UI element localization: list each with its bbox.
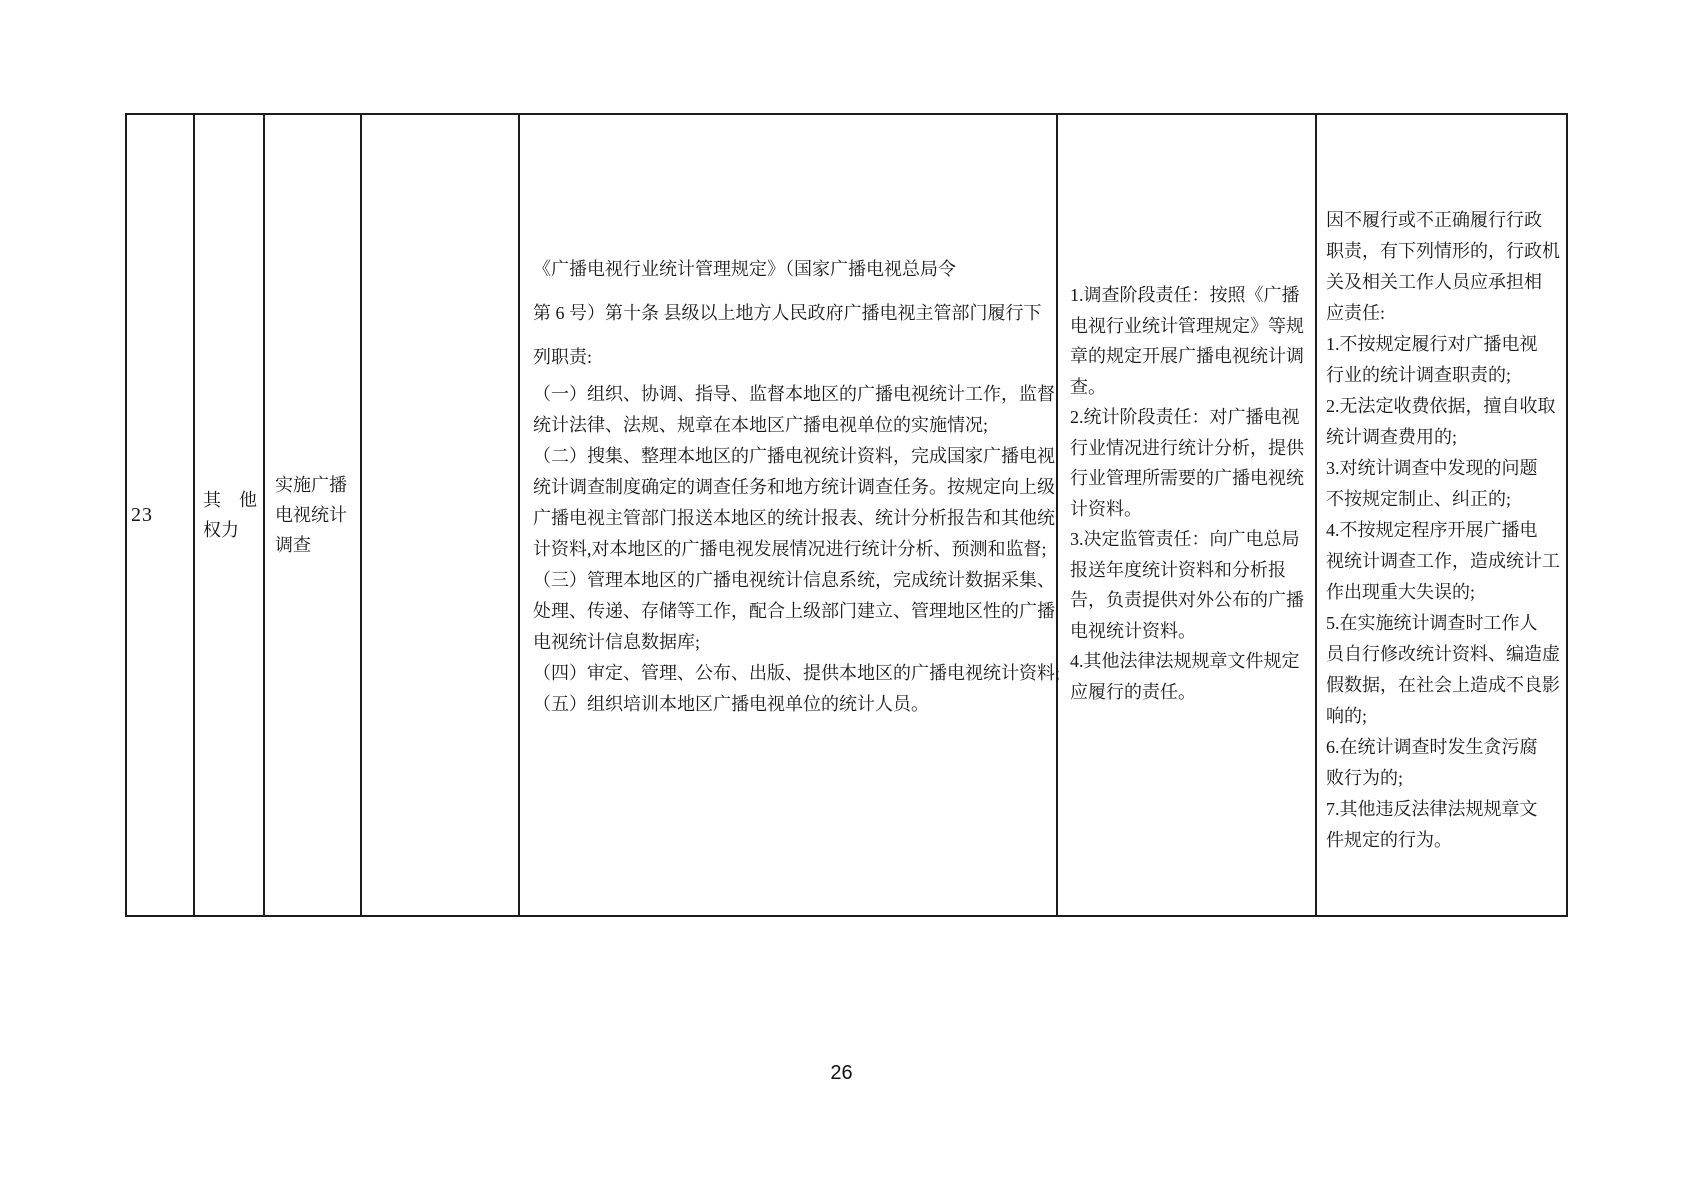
text-line: 应责任:: [1326, 303, 1386, 323]
power-responsibility-table: [125, 113, 1568, 917]
text-line: 行业管理所需要的广播电视统: [1070, 468, 1304, 488]
text-line: 统计调查费用的;: [1326, 427, 1458, 447]
text-line: 7.其他违反法律法规规章文: [1326, 799, 1538, 819]
text-line: 调查: [275, 535, 311, 555]
text-line: 统计调查制度确定的调查任务和地方统计调查任务。按规定向上级: [533, 477, 1055, 497]
text-line: 查。: [1070, 376, 1106, 397]
text-line: 行业的统计调查职责的;: [1326, 365, 1511, 385]
text-line: （四）审定、管理、公布、出版、提供本地区的广播电视统计资料;: [533, 663, 1060, 683]
cell-legal-basis: [519, 114, 1060, 916]
page-number: 26: [830, 1062, 853, 1084]
text-line: 1.不按规定履行对广播电视: [1326, 334, 1538, 354]
text-line: 响的;: [1326, 706, 1368, 726]
text-line: 应履行的责任。: [1070, 681, 1196, 702]
text-line: 权力: [203, 520, 239, 540]
text-line: 电视行业统计管理规定》等规: [1070, 315, 1304, 336]
text-line: 职责，有下列情形的，行政机: [1326, 241, 1560, 261]
text-line: 视统计调查工作，造成统计工: [1326, 551, 1560, 571]
text-line: 作出现重大失误的;: [1326, 582, 1476, 602]
text-line: 计资料。: [1070, 498, 1142, 519]
text-line: 4.其他法律法规规章文件规定: [1070, 651, 1300, 671]
text-line: 行业情况进行统计分析，提供: [1070, 437, 1304, 458]
cell-power-item: [264, 114, 361, 916]
text-line: 3.决定监管责任：向广电总局: [1070, 529, 1300, 549]
text-line: 关及相关工作人员应承担相: [1326, 272, 1542, 292]
text-line: 件规定的行为。: [1326, 830, 1452, 850]
text-line: 因不履行或不正确履行行政: [1326, 210, 1542, 230]
cell-power-category: [194, 114, 264, 916]
text-line: 5.在实施统计调查时工作人: [1326, 613, 1538, 633]
text-line: 报送年度统计资料和分析报: [1070, 559, 1286, 580]
text-line: （二）搜集、整理本地区的广播电视统计资料，完成国家广播电视: [533, 446, 1055, 466]
text-line: （五）组织培训本地区广播电视单位的统计人员。: [533, 694, 929, 714]
legal-basis-duty-list: [533, 379, 1060, 720]
text-line: 处理、传递、存储等工作，配合上级部门建立、管理地区性的广播: [533, 601, 1055, 621]
text-line: 章的规定开展广播电视统计调: [1070, 346, 1304, 366]
text-line: 《广播电视行业统计管理规定》（国家广播电视总局令: [533, 259, 956, 279]
text-line: 3.对统计调查中发现的问题: [1326, 458, 1538, 478]
text-line: （三）管理本地区的广播电视统计信息系统，完成统计数据采集、: [533, 570, 1055, 590]
text-line: 4.不按规定程序开展广播电: [1326, 520, 1538, 540]
text-line: 电视统计信息数据库;: [533, 632, 701, 652]
text-line: 6.在统计调查时发生贪污腐: [1326, 737, 1538, 757]
cell-liability-circumstances: [1316, 114, 1567, 916]
text-line: 第 6 号）第十条 县级以上地方人民政府广播电视主管部门履行下: [533, 303, 1042, 323]
text-line: 告，负责提供对外公布的广播: [1070, 590, 1304, 610]
cell-sequence-number: 23: [126, 114, 194, 916]
cell-empty: [361, 114, 519, 916]
text-line: 员自行修改统计资料、编造虚: [1326, 644, 1560, 664]
cell-stage-responsibilities: [1057, 114, 1316, 916]
text-line: 假数据，在社会上造成不良影: [1326, 675, 1560, 695]
text-line: 电视统计资料。: [1070, 620, 1196, 641]
text-line: 败行为的;: [1326, 768, 1404, 788]
text-line: 电视统计: [275, 505, 347, 525]
text-line: 2.无法定收费依据，擅自收取: [1326, 396, 1556, 416]
text-line: 列职责:: [533, 347, 593, 367]
table-row: [126, 114, 1567, 916]
text-line: 计资料,对本地区的广播电视发展情况进行统计分析、预测和监督;: [533, 539, 1047, 559]
text-line: 实施广播: [275, 475, 347, 495]
text-line: 统计法律、法规、规章在本地区广播电视单位的实施情况;: [533, 415, 988, 435]
text-line: 广播电视主管部门报送本地区的统计报表、统计分析报告和其他统: [533, 508, 1055, 528]
legal-basis-intro: [533, 247, 1044, 379]
text-line: （一）组织、协调、指导、监督本地区的广播电视统计工作，监督: [533, 384, 1055, 404]
text-line: 2.统计阶段责任：对广播电视: [1070, 407, 1300, 427]
text-line: 其 他: [203, 490, 257, 510]
text-line: 不按规定制止、纠正的;: [1326, 489, 1511, 509]
text-line: 1.调查阶段责任：按照《广播: [1070, 285, 1300, 305]
